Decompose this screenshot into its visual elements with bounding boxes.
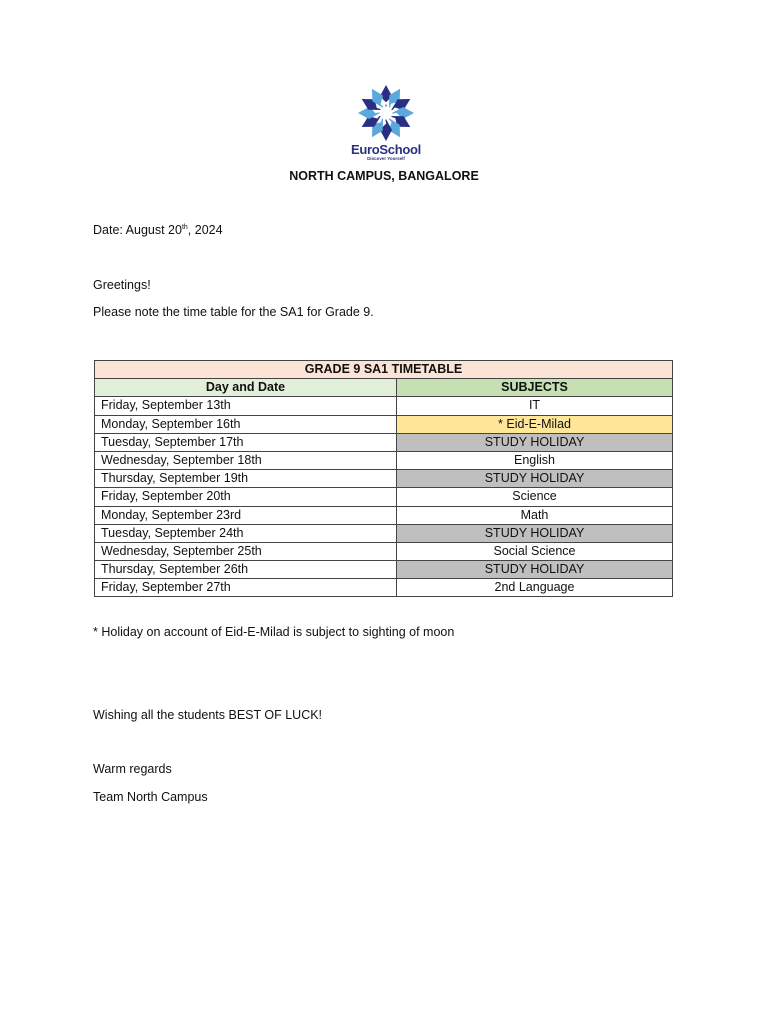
- timetable: [94, 360, 673, 597]
- table-row: [95, 506, 673, 524]
- row-subject: STUDY HOLIDAY: [397, 433, 673, 451]
- row-subject: * Eid-E-Milad: [397, 415, 673, 433]
- date-suffix: th: [181, 223, 188, 231]
- row-subject: IT: [397, 397, 673, 415]
- row-subject: English: [397, 451, 673, 469]
- best-wishes: Wishing all the students BEST OF LUCK!: [93, 708, 323, 722]
- column-header-day: Day and Date: [95, 379, 397, 397]
- star-burst-logo-icon: [349, 84, 423, 142]
- row-day: Wednesday, September 25th: [95, 542, 397, 560]
- logo-tagline: Discover Yourself: [367, 156, 405, 161]
- row-subject: STUDY HOLIDAY: [397, 561, 673, 579]
- logo-name: EuroSchool: [351, 142, 421, 157]
- timetable-title: GRADE 9 SA1 TIMETABLE: [95, 361, 673, 379]
- row-day: Tuesday, September 24th: [95, 524, 397, 542]
- date-year: , 2024: [187, 223, 223, 237]
- row-day: Wednesday, September 18th: [95, 451, 397, 469]
- table-row: [95, 542, 673, 560]
- closing: Warm regards: [93, 762, 172, 776]
- table-row: [95, 524, 673, 542]
- row-day: Thursday, September 26th: [95, 561, 397, 579]
- table-row: [95, 488, 673, 506]
- intro-text: Please note the time table for the SA1 for Grade 9.: [93, 305, 374, 319]
- row-subject: Science: [397, 488, 673, 506]
- signature: Team North Campus: [93, 790, 208, 804]
- row-subject: STUDY HOLIDAY: [397, 524, 673, 542]
- greeting: Greetings!: [93, 278, 151, 292]
- date-line: [93, 223, 223, 237]
- table-row: [95, 415, 673, 433]
- row-subject: 2nd Language: [397, 579, 673, 597]
- date-prefix: Date: August 20: [93, 223, 182, 237]
- row-subject: STUDY HOLIDAY: [397, 470, 673, 488]
- table-row: [95, 433, 673, 451]
- row-subject: Math: [397, 506, 673, 524]
- row-day: Monday, September 23rd: [95, 506, 397, 524]
- row-day: Monday, September 16th: [95, 415, 397, 433]
- campus-heading: NORTH CAMPUS, BANGALORE: [289, 169, 479, 183]
- row-day: Friday, September 20th: [95, 488, 397, 506]
- row-day: Thursday, September 19th: [95, 470, 397, 488]
- table-row: [95, 561, 673, 579]
- row-day: Friday, September 27th: [95, 579, 397, 597]
- footnote: * Holiday on account of Eid-E-Milad is subject to sighting of moon: [93, 625, 455, 639]
- school-logo: [338, 84, 434, 168]
- row-day: Tuesday, September 17th: [95, 433, 397, 451]
- table-row: [95, 470, 673, 488]
- table-row: [95, 397, 673, 415]
- table-row: [95, 579, 673, 597]
- row-day: Friday, September 13th: [95, 397, 397, 415]
- row-subject: Social Science: [397, 542, 673, 560]
- table-row: [95, 451, 673, 469]
- column-header-subject: SUBJECTS: [397, 379, 673, 397]
